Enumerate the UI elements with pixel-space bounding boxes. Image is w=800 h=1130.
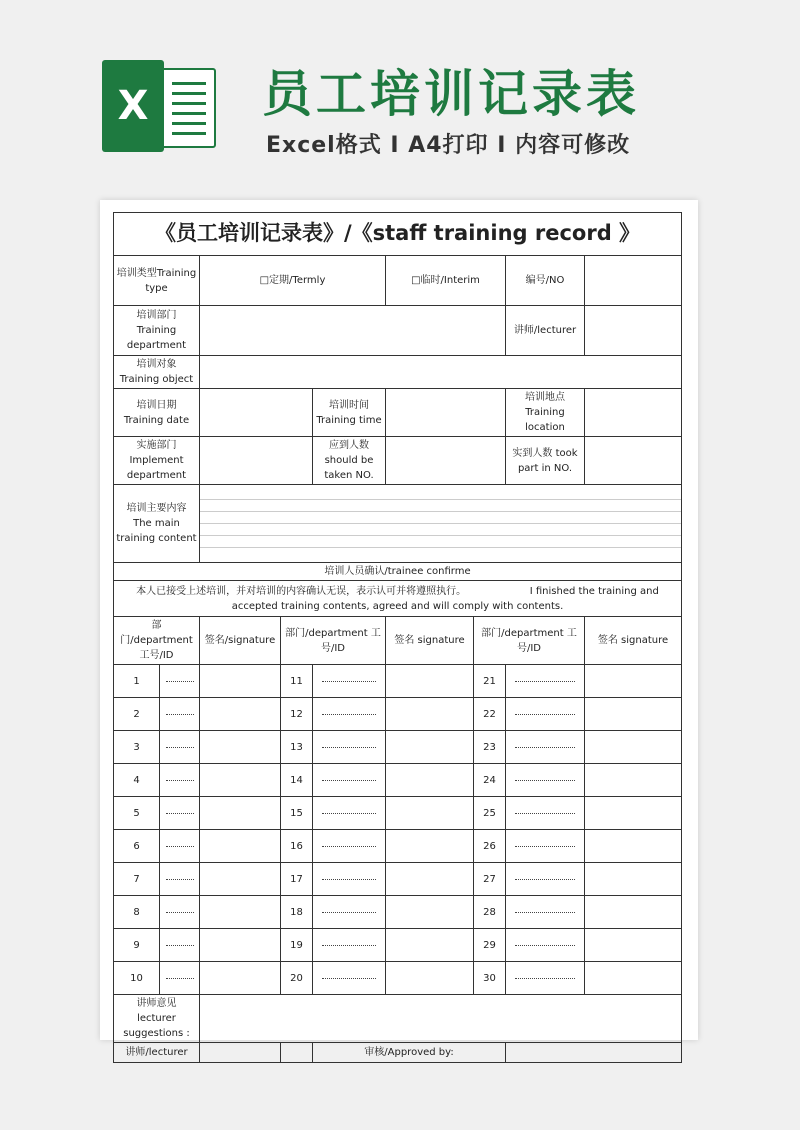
dept-id-field[interactable] <box>313 929 386 962</box>
signature-field[interactable] <box>386 896 474 929</box>
confirm-cn: 本人已接受上述培训，并对培训的内容确认无误，表示认可并将遵照执行。 <box>136 585 467 597</box>
row-number: 13 <box>281 731 313 764</box>
col-sig-1: 签名/signature <box>200 617 281 665</box>
dept-id-field[interactable] <box>506 863 585 896</box>
dept-id-field[interactable] <box>313 665 386 698</box>
approved-field[interactable] <box>506 1043 682 1063</box>
content-label: 培训主要内容 The main training content <box>114 485 200 563</box>
dept-id-field[interactable] <box>160 830 200 863</box>
signature-field[interactable] <box>585 896 682 929</box>
row-number: 9 <box>114 929 160 962</box>
should-field[interactable] <box>386 437 506 485</box>
time-label: 培训时间 Training time <box>313 389 386 437</box>
signature-field[interactable] <box>585 764 682 797</box>
dept-id-field[interactable] <box>313 764 386 797</box>
dept-id-field[interactable] <box>506 830 585 863</box>
confirm-en-1: I finished the training and <box>529 585 659 597</box>
col-sig-3: 签名 signature <box>585 617 682 665</box>
row-number: 10 <box>114 962 160 995</box>
confirm-statement <box>114 581 682 617</box>
dept-id-field[interactable] <box>313 830 386 863</box>
row-number: 6 <box>114 830 160 863</box>
actual-field[interactable] <box>585 437 682 485</box>
object-label: 培训对象 Training object <box>114 356 200 389</box>
no-label: 编号/NO <box>506 256 585 306</box>
table-row <box>114 797 682 830</box>
signature-field[interactable] <box>200 764 281 797</box>
row-number: 27 <box>474 863 506 896</box>
signature-field[interactable] <box>585 962 682 995</box>
should-label: 应到人数 should be taken NO. <box>313 437 386 485</box>
signature-field[interactable] <box>585 698 682 731</box>
suggest-field[interactable] <box>200 995 682 1043</box>
confirm-header: 培训人员确认/trainee confirme <box>114 563 682 581</box>
lecturer-footer-label: 讲师/lecturer <box>114 1043 200 1063</box>
excel-x-icon: X <box>102 60 164 152</box>
signature-field[interactable] <box>200 863 281 896</box>
row-number: 23 <box>474 731 506 764</box>
row-number: 29 <box>474 929 506 962</box>
row-number: 1 <box>114 665 160 698</box>
dept-id-field[interactable] <box>506 731 585 764</box>
dept-id-field[interactable] <box>313 797 386 830</box>
row-number: 28 <box>474 896 506 929</box>
interim-checkbox[interactable]: □临时/Interim <box>386 256 506 306</box>
signature-field[interactable] <box>200 929 281 962</box>
row-number: 12 <box>281 698 313 731</box>
signature-field[interactable] <box>386 929 474 962</box>
row-number: 16 <box>281 830 313 863</box>
dept-id-field[interactable] <box>160 764 200 797</box>
table-row <box>114 698 682 731</box>
row-number: 20 <box>281 962 313 995</box>
table-row <box>114 764 682 797</box>
banner-title: 员工培训记录表 <box>262 65 640 123</box>
dept-id-field[interactable] <box>160 929 200 962</box>
dept-id-field[interactable] <box>160 962 200 995</box>
dept-id-field[interactable] <box>506 665 585 698</box>
signature-field[interactable] <box>200 797 281 830</box>
dept-id-field[interactable] <box>313 731 386 764</box>
signature-field[interactable] <box>200 698 281 731</box>
table-row <box>114 863 682 896</box>
content-field[interactable] <box>200 485 682 563</box>
training-record-table <box>113 212 682 1063</box>
row-number: 11 <box>281 665 313 698</box>
dept-id-field[interactable] <box>313 962 386 995</box>
col-dept-id-3: 部门/department 工号/ID <box>474 617 585 665</box>
row-number: 2 <box>114 698 160 731</box>
dept-id-field[interactable] <box>160 797 200 830</box>
dept-id-field[interactable] <box>506 896 585 929</box>
dept-field[interactable] <box>200 306 506 356</box>
signature-field[interactable] <box>585 665 682 698</box>
signature-field[interactable] <box>386 665 474 698</box>
col-sig-2: 签名 signature <box>386 617 474 665</box>
row-number: 3 <box>114 731 160 764</box>
dept-label: 培训部门 Training department <box>114 306 200 356</box>
training-type-label: 培训类型Training type <box>114 256 200 306</box>
date-field[interactable] <box>200 389 313 437</box>
lecturer-footer-field[interactable] <box>200 1043 281 1063</box>
no-field[interactable] <box>585 256 682 306</box>
suggest-label: 讲师意见 lecturer suggestions : <box>114 995 200 1043</box>
approved-label: 审核/Approved by: <box>313 1043 506 1063</box>
lecturer-field[interactable] <box>585 306 682 356</box>
row-number: 17 <box>281 863 313 896</box>
signature-field[interactable] <box>386 797 474 830</box>
signature-field[interactable] <box>585 863 682 896</box>
row-number: 7 <box>114 863 160 896</box>
impl-dept-label: 实施部门 Implement department <box>114 437 200 485</box>
footer-spacer <box>281 1043 313 1063</box>
termly-checkbox[interactable]: □定期/Termly <box>200 256 386 306</box>
signature-field[interactable] <box>386 764 474 797</box>
table-row <box>114 830 682 863</box>
row-number: 15 <box>281 797 313 830</box>
object-field[interactable] <box>200 356 682 389</box>
table-row <box>114 962 682 995</box>
signature-field[interactable] <box>585 797 682 830</box>
table-row <box>114 731 682 764</box>
location-label: 培训地点 Training location <box>506 389 585 437</box>
col-dept-id-2: 部门/department 工号/ID <box>281 617 386 665</box>
row-number: 18 <box>281 896 313 929</box>
signature-field[interactable] <box>386 830 474 863</box>
row-number: 19 <box>281 929 313 962</box>
signature-field[interactable] <box>386 962 474 995</box>
signature-field[interactable] <box>386 863 474 896</box>
signature-field[interactable] <box>200 896 281 929</box>
dept-id-field[interactable] <box>506 929 585 962</box>
dept-id-field[interactable] <box>160 863 200 896</box>
row-number: 26 <box>474 830 506 863</box>
row-number: 14 <box>281 764 313 797</box>
confirm-en-2: accepted training contents, agreed and will comply with contents. <box>231 600 564 612</box>
table-row <box>114 896 682 929</box>
dept-id-field[interactable] <box>506 764 585 797</box>
row-number: 25 <box>474 797 506 830</box>
signature-field[interactable] <box>200 962 281 995</box>
col-dept-id-1: 部门/department 工号/ID <box>114 617 200 665</box>
signature-field[interactable] <box>200 731 281 764</box>
row-number: 21 <box>474 665 506 698</box>
time-field[interactable] <box>386 389 506 437</box>
row-number: 24 <box>474 764 506 797</box>
signature-field[interactable] <box>386 698 474 731</box>
dept-id-field[interactable] <box>160 665 200 698</box>
dept-id-field[interactable] <box>313 698 386 731</box>
dept-id-field[interactable] <box>313 896 386 929</box>
document-title: 《员工培训记录表》/《staff training record 》 <box>114 213 682 256</box>
row-number: 30 <box>474 962 506 995</box>
form-paper <box>100 200 698 1058</box>
signature-field[interactable] <box>585 731 682 764</box>
dept-id-field[interactable] <box>160 698 200 731</box>
signature-field[interactable] <box>200 830 281 863</box>
dept-id-field[interactable] <box>160 731 200 764</box>
table-row <box>114 929 682 962</box>
row-number: 22 <box>474 698 506 731</box>
lecturer-label: 讲师/lecturer <box>506 306 585 356</box>
row-number: 4 <box>114 764 160 797</box>
impl-dept-field[interactable] <box>200 437 313 485</box>
dept-id-field[interactable] <box>506 698 585 731</box>
dept-id-field[interactable] <box>160 896 200 929</box>
signature-field[interactable] <box>200 665 281 698</box>
signature-field[interactable] <box>585 929 682 962</box>
dept-id-field[interactable] <box>506 797 585 830</box>
banner-subtitle: Excel格式 I A4打印 I 内容可修改 <box>266 133 631 158</box>
excel-logo <box>102 60 214 152</box>
date-label: 培训日期 Training date <box>114 389 200 437</box>
table-row <box>114 665 682 698</box>
row-number: 8 <box>114 896 160 929</box>
location-field[interactable] <box>585 389 682 437</box>
signature-field[interactable] <box>386 731 474 764</box>
row-number: 5 <box>114 797 160 830</box>
signature-field[interactable] <box>585 830 682 863</box>
actual-label: 实到人数 took part in NO. <box>506 437 585 485</box>
dept-id-field[interactable] <box>506 962 585 995</box>
dept-id-field[interactable] <box>313 863 386 896</box>
